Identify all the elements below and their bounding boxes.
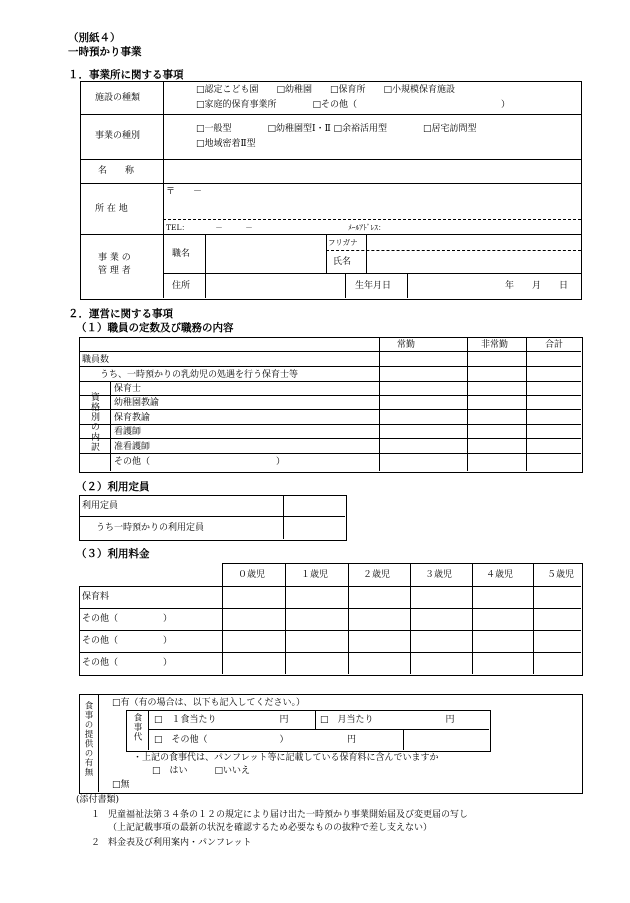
business-type-options-1[interactable]: □一般型 □幼稚園型Ⅰ・Ⅱ □余裕活用型 □居宅訪問型	[196, 124, 477, 134]
fee-row-other-3[interactable]: その他（ ）	[82, 658, 173, 668]
meal-included-question: ・上記の食事代は、パンフレット等に記載している保育料に含んでいますか	[133, 753, 439, 763]
meal-cost-label: 食事代	[132, 713, 142, 742]
staff-count-label: 職員数	[82, 355, 110, 365]
fee-col-age0: ０歳児	[238, 570, 266, 580]
section1-heading: １．事業所に関する事項	[68, 69, 184, 81]
furigana-label: フリガナ	[328, 238, 358, 247]
attachments-heading: (添付書類)	[76, 795, 120, 805]
email-field[interactable]: ﾒｰﾙｱﾄﾞﾚｽ：	[348, 223, 386, 232]
attachment-1-text: 児童福祉法第３４条の１２の規定により届け出た一時預かり事業開始届及び変更届の写し	[108, 810, 469, 820]
facility-type-options-2[interactable]: □家庭的保育事業所 □その他（ ）	[196, 100, 511, 110]
meal-included-answer[interactable]: □ はい □いいえ	[152, 766, 251, 776]
col-total: 合計	[545, 340, 564, 350]
per-meal-option[interactable]: □ １食当たり 円	[154, 715, 289, 725]
qual-nurse: 看護師	[114, 427, 142, 437]
fee-col-age2: ２歳児	[363, 570, 391, 580]
meal-no-option[interactable]: □無	[112, 780, 130, 790]
manager-label-line2: 管 理 者	[98, 266, 131, 276]
tel-field[interactable]: TEL： － －	[166, 223, 253, 232]
col-parttime: 非常勤	[481, 340, 509, 350]
business-type-label: 事業の種別	[95, 131, 141, 141]
attachment-2-number: ２	[91, 838, 101, 848]
fee-col-age5: ５歳児	[547, 570, 575, 580]
qual-kindergarten-teacher: 幼稚園教諭	[114, 398, 160, 408]
facility-type-label: 施設の種類	[95, 93, 141, 103]
qual-other[interactable]: その他（ ）	[114, 457, 286, 467]
qual-childcare-educator: 保育教諭	[114, 413, 151, 423]
birthdate-units: 年 月 日	[505, 281, 569, 291]
attachment-1-note: （上記記載事項の最新の状況を確認するため必要なものの抜粋で差し支えない）	[108, 823, 433, 833]
qual-assistant-nurse: 准看護師	[114, 442, 151, 452]
qual-nursery-teacher: 保育士	[114, 384, 142, 394]
attachment-2-text: 料金表及び利用案内・パンフレット	[108, 838, 252, 848]
fee-row-other-2[interactable]: その他（ ）	[82, 636, 173, 646]
attachment-1-number: １	[91, 810, 101, 820]
qualification-label: 資格別の内訳	[89, 392, 99, 452]
name-label: 名 称	[98, 166, 135, 176]
fee-subheading: （３）利用料金	[76, 548, 150, 560]
business-type-options-2[interactable]: □地域密着Ⅱ型	[196, 139, 256, 149]
col-fulltime: 常勤	[397, 340, 416, 350]
capacity-subheading: （２）利用定員	[76, 481, 150, 493]
per-month-option[interactable]: □ 月当たり 円	[320, 715, 455, 725]
staff-childcare-label: うち、一時預かりの乳幼児の処遇を行う保育士等	[100, 370, 299, 380]
meal-label: 食事の提供の有無	[83, 701, 93, 777]
capacity-temp-label: うち一時預かりの利用定員	[96, 523, 205, 533]
fee-col-age1: １歳児	[301, 570, 329, 580]
fee-row-childcare: 保育料	[82, 592, 110, 602]
section2-heading: ２．運営に関する事項	[68, 308, 173, 320]
capacity-table	[79, 495, 347, 541]
birthdate-label: 生年月日	[355, 281, 392, 291]
attachment-number: （別紙４）	[68, 32, 121, 44]
capacity-label: 利用定員	[82, 501, 119, 511]
fee-col-age4: ４歳児	[486, 570, 514, 580]
page-title: 一時預かり事業	[68, 46, 142, 58]
meal-other-option[interactable]: □ その他（ ） 円	[154, 735, 357, 745]
staff-subheading: （１）職員の定数及び職務の内容	[76, 322, 234, 334]
person-name-label: 氏名	[333, 257, 352, 267]
location-label: 所 在 地	[95, 204, 128, 214]
fee-col-age3: ３歳児	[425, 570, 453, 580]
address-label: 住所	[172, 281, 191, 291]
facility-type-options-1[interactable]: □認定こども園 □幼稚園 □保育所 □小規模保育施設	[196, 85, 456, 95]
meal-yes-option[interactable]: □有（有の場合は、以下も記入してください。）	[112, 698, 306, 708]
job-title-label: 職名	[172, 249, 191, 259]
postal-code[interactable]: 〒 －	[166, 187, 203, 197]
fee-row-other-1[interactable]: その他（ ）	[82, 614, 173, 624]
manager-label-line1: 事 業 の	[98, 253, 131, 263]
